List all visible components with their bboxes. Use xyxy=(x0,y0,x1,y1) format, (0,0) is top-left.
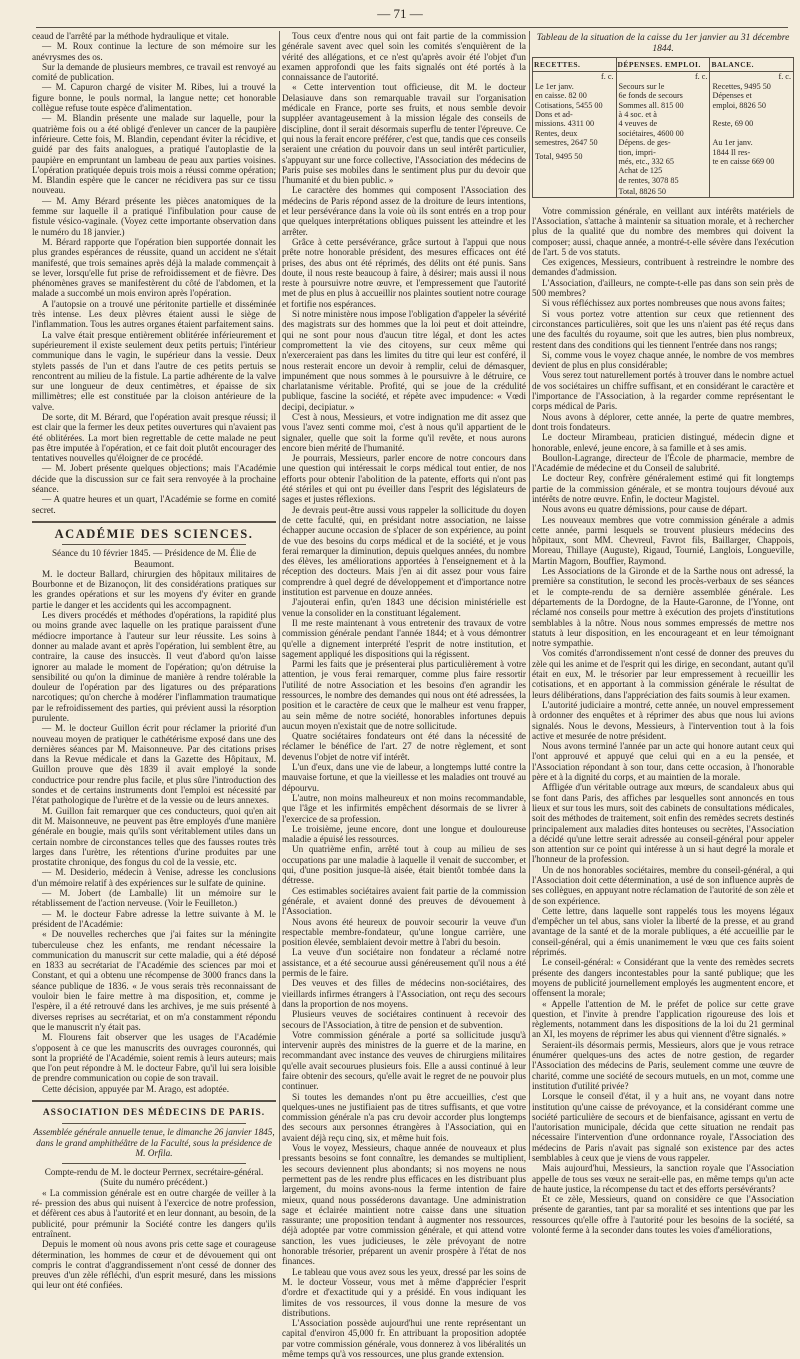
paragraph: L'autorité judiciaire a montré, cette année, un nouvel empressement à ordonner des enquêtes et à réprimer des abus que nous lui avions signalés. Nous le devons, Messieurs, à l'intervention tout à la fois active et mesurée de notre président. xyxy=(532,699,794,741)
section-rule xyxy=(32,1100,276,1102)
table-line: missions. 4311 00 xyxy=(535,119,595,129)
table-line: 1844 Il res- xyxy=(712,147,751,157)
table-line: sociétaires, 4600 00 xyxy=(618,128,684,138)
paragraph: Le docteur Mirambeau, praticien distingué, médecin digne et honorable, enlevé, jeune encore, à sa famille et à ses amis. xyxy=(532,432,794,453)
paragraph: « Appelle l'attention de M. le préfet de police sur cette grave question, et l'invite à prendre l'application rigoureuse des lois et règlements, notamment dans les dispositions de la loi du 21 germinal an XI, les moyens de réprimer les abus qui viennent d'être signalés. » xyxy=(532,998,794,1040)
header-recettes: RECETTES. xyxy=(533,58,617,72)
paragraph: Si, comme vous le voyez chaque année, le nombre de vos membres devient de plus en plus considérable; xyxy=(532,349,794,371)
units-label: f. c. xyxy=(694,72,708,82)
paragraph: Ces exigences, Messieurs, contribuent à restreindre le nombre des demandes d'admission. xyxy=(532,257,794,278)
table-line: 4 veuves de xyxy=(618,119,658,129)
paragraph: Cette lettre, dans laquelle sont rappelés tous les moyens légaux d'empêcher un tel abus, sans violer la liberté de la presse, et au grand avantage de la santé et de la morale publiques, a été accueillie par le conseil-général, qui a émis unanimement le vœu que ces faits soient réprimés. xyxy=(532,905,794,958)
paragraph: La veuve d'un sociétaire non fondateur a réclamé notre assistance, et a été secourue aussi généreusement qu'il nous a été permis de le faire. xyxy=(282,947,526,979)
table-line: de rentes, 3078 85 xyxy=(618,175,679,185)
paragraph: De sorte, dit M. Bérard, que l'opération avait presque réussi; il est clair que la fermer les deux petites ouvertures qui n'avaient pas été oblitérées. La mort bien regrettable de cette malade ne peut pas être imputée à l'opération, et ce fait doit plutôt encourager des tentatives nouvelles qu'éloigner de ce procédé. xyxy=(32,411,276,464)
paragraph: Parmi les faits que je présenterai plus particulièrement à votre attention, je vous ferai remarquer, comme plus faire ressortir l'utilité de notre Association et les besoins d'en agrandir les ressources, le nombre des demandes qui nous ont été adressées, la position et le caractère de ceux que le malheur est venu frapper, au sein même de notre société, honorables infortunes depuis aucun moyen n'existait que de notre sollicitude. xyxy=(282,659,526,731)
paragraph: L'autre, non moins malheureux et non moins recommandable, que l'âge et les infirmités empêchent désormais de se livrer à l'exercice de sa profession. xyxy=(282,792,526,824)
paragraph: Plusieurs veuves de sociétaires continuent à recevoir des secours de l'Association, à titre de pension et de subvention. xyxy=(282,1009,526,1030)
paragraph: Les nouveaux membres que votre commission générale a admis cette année, parmi lesquels se trouvent plusieurs médecins des hôpitaux, sont MM. Chevreul, Favrot fils, Baillarger, Chappois, Moreau, Thillaye (Auguste), Rigaud, Tournié, Langlois, Longueville, Martin Magorn, Bouffier, Raymond. xyxy=(532,514,794,566)
table-line xyxy=(712,129,791,138)
paragraph: A l'autopsie on a trouvé une péritonite partielle et disséminée très intense. Les deux plèvres étaient aussi le siège de l'inflammation. Tous les autres organes étaient parfaitement sains. xyxy=(32,298,276,330)
paragraph: Un quatrième enfin, arrêté tout à coup au milieu de ses occupations par une maladie à laquelle il venait de succomber, et qui, d'une position jusque-là aisée, était bientôt tombée dans la détresse. xyxy=(282,844,526,886)
paragraph: Boullon-Lagrange, directeur de l'École de pharmacie, membre de l'Académie de médecine et du Conseil de salubrité. xyxy=(532,452,794,474)
section-heading-academie: ACADÉMIE DES SCIENCES. xyxy=(54,526,254,541)
balance-list xyxy=(712,82,791,167)
table-line: emploi, 8826 50 xyxy=(712,100,766,110)
paragraph: — M. le docteur Guillon écrit pour réclamer la priorité d'un nouveau moyen de pratiquer le cathétérisme exposé dans une des dernières séances par M. Maisonneuve. Par des citations prises dans la Revue médicale et dans la Gazette des Hôpitaux, M. Guillon prouve que dès 1839 il avait employé la sonde conductrice pour rendre plus facile, et plus sûre l'introduction des sondes et de certains instruments dont l'emploi est nécessité par l'état pathologique de l'urètre et de la vessie ou de leurs annexes. xyxy=(32,723,276,806)
paragraph: Si toutes les demandes n'ont pu être accueillies, c'est que quelques-unes ne justifiaient pas de titres suffisants, et que votre commission générale n'a pas cru devoir accorder plus longtemps des secours aux personnes étrangères à l'Association, qui en avaient déjà reçu cinq, six, et même huit fois. xyxy=(282,1091,526,1143)
paragraph: ceaud de l'arrêté par la méthode hydraulique et vitale. xyxy=(32,31,229,41)
paragraph: Votre commission générale a porté sa sollicitude jusqu'à intervenir auprès des ministres de la guerre et de la marine, en recommandant avec instance des veuves de chirurgiens militaires qu'elle avait secourues plusieurs fois. Elle a aussi continué à leur faire obtenir des secours, qu'elle avait le regret de ne pouvoir plus continuer. xyxy=(282,1029,526,1092)
table-line: Cotisations, 5455 00 xyxy=(535,100,603,110)
column-right xyxy=(532,31,794,1236)
paragraph: Je pourrais, Messieurs, parler encore de notre concours dans une question qui intéressait le corps médical tout entier, de nos efforts pour obtenir l'abolition de la patente, efforts qui n'ont pas été stériles et qui ont pu éveiller dans l'esprit des législateurs de sages et justes réflexions. xyxy=(282,453,526,505)
recettes-total: Total, 9495 50 xyxy=(535,151,583,161)
paragraph: L'un d'eux, dans une vie de labeur, a longtemps lutté contre la mauvaise fortune, et que la vieillesse et les maladies ont trouvé au dépourvu. xyxy=(282,762,526,793)
budget-table-body-row xyxy=(533,72,794,197)
table-line: Le 1er janv. xyxy=(535,81,574,91)
heading-rule xyxy=(62,1123,246,1124)
paragraph: Sur la demande de plusieurs membres, ce travail est renvoyé au comité de publication. xyxy=(32,61,276,83)
table-line: més, etc., 332 65 xyxy=(618,157,674,167)
recettes-list xyxy=(535,82,614,148)
session-line: Séance du 10 février 1845. — Présidence de M. Élie de Beaumont. xyxy=(51,548,257,569)
paragraph: Le conseil-général: « Considérant que la vente des remèdes secrets présente des dangers incontestables pour la santé publique; que les moyens de publicité journellement employés les augmentent encore, et offensent la morale; xyxy=(532,957,794,999)
table-line: Achat de 125 xyxy=(618,166,663,176)
paragraph: Nous avons eu quatre démissions, pour cause de départ. xyxy=(542,504,748,515)
paragraph: — M. Jobert (de Lamballe) lit un mémoire sur le rétablissement de l'action nerveuse. (Voir le Feuilleton.) xyxy=(32,888,276,909)
table-line: Dépens. de ges- xyxy=(618,138,671,148)
paragraph: — A quatre heures et un quart, l'Académie se forme en comité secret. xyxy=(32,494,276,515)
paragraph: Vous le voyez, Messieurs, chaque année de nouveaux et plus pressants besoins se font connaître, les demandes se multiplient, les secours deviennent plus abondants; si nos moyens ne nous permettent pas de les rendre plus efficaces en les distribuant plus largement, du moins avons-nous la ferme intention de faire mieux, quand nous posséderons davantage. Une administration sage et éclairée maintient notre caisse dans une situation rassurante; une proposition tendant à augmenter nos ressources, déjà adoptée par votre commission générale, et qui attend votre sanction, les vues judicieuses, le zèle prévoyant de notre honorable trésorier, préparent un avenir prospère à l'état de nos finances. xyxy=(282,1143,526,1267)
paragraph: Les divers procédés et méthodes d'opérations, la rapidité plus ou moins grande avec laquelle on les pratique paraissent d'une médiocre importance à l'auteur sur leur réussite. Les soins à donner au malade avant et après l'opération, lui semblent être, au contraire, la cause des insuccès. Il veut d'abord qu'on laisse ignorer au malade le moment de l'opération; qu'on détruise la sensibilité ou qu'on la diminue de manière à rendre tolérable la douleur de l'opération par des ligatures ou des préparations narcotiques; qu'on cherche à modérer l'inflammation traumatique par le refroidissement des parties, qui prévient aussi la résorption purulente. xyxy=(32,610,276,723)
paragraph: — M. Capuron chargé de visiter M. Ribes, lui a trouvé la figure bonne, le pouls normal, la langue nette; cet honorable collègue refuse toute espèce d'alimentation. xyxy=(32,82,276,114)
depenses-list xyxy=(619,82,708,185)
budget-table-header-row xyxy=(533,58,794,72)
heading-rule xyxy=(62,1163,246,1164)
paragraph: Depuis le moment où nous avons pris cette sage et courageuse détermination, les hommes de cœur et de dévouement qui ont compris le contrat d'aggrandissement n'ont cessé de donner des preuves d'un zèle réfléchi, d'un esprit mesuré, dans les missions qui leur ont été confiées. xyxy=(32,1239,276,1291)
paragraph: M. Flourens fait observer que les usages de l'Académie s'opposent à ce que les manuscrits des ouvrages couronnés, qui sont la propriété de l'Académie, soient remis à leurs auteurs; mais que l'on peut répondre à M. le docteur Fabre, qu'il lui sera loisible de prendre communication ou copie de son travail. xyxy=(32,1032,276,1084)
budget-table xyxy=(532,57,794,198)
heading-rule xyxy=(62,544,246,545)
page-number: — 71 — xyxy=(377,6,423,21)
paragraph: Nous avons terminé l'année par un acte qui honore autant ceux qui l'ont approuvé et appuyé que celui qui en a eu la pensée, et l'Association répondant à son tour, dans cette occasion, à l'honorable père et à la dignité du corps, et au maintien de la morale. xyxy=(532,741,794,783)
header-depenses: DÉPENSES. EMPLOI. xyxy=(616,58,710,72)
table-line: Au 1er janv. xyxy=(712,138,753,148)
paragraph: — M. Jobert présente quelques objections; mais l'Académie décide que la discussion sur ce fait sera renvoyée à la prochaine séance. xyxy=(32,463,276,495)
paragraph: M. Guillon fait remarquer que ces conducteurs, quoi qu'en ait dit M. Maisonneuve, ne peuvent pas être employés d'une manière générale en bougie, mais qu'ils sont véritablement utiles dans un certain nombre de circonstances telles que des fausses routes très larges dans l'urètre, les rétentions d'urine produites par une prostatite chronique, des fongus du col de la vessie, etc. xyxy=(32,805,276,868)
table-line: Rentes, deux xyxy=(535,128,578,138)
paragraph: C'est à nous, Messieurs, et votre indignation me dit assez que vous l'avez senti comme moi, c'est à nous qu'il appartient de le signaler, quelle que soit la forme qu'il revête, et nous aurons encore bien mérité de l'humanité. xyxy=(282,411,526,453)
column-divider-2 xyxy=(529,31,530,1160)
paragraph: Quatre sociétaires fondateurs ont été dans la nécessité de réclamer le bénéfice de l'art. 27 de notre règlement, et sont devenus l'objet de notre vif intérêt. xyxy=(282,731,526,762)
units-label: f. c. xyxy=(601,72,614,82)
table-line: Reste, 69 00 xyxy=(712,119,754,129)
table-line: 6e fonds de secours xyxy=(618,91,683,101)
paragraph: Mais aujourd'hui, Messieurs, la sanction royale que l'Association appelle de tous ses vœux ne serait-elle pas, en même temps qu'un acte de haute justice, la récompense du tact et des efforts persévérants? xyxy=(532,1163,794,1194)
section-rule xyxy=(32,521,276,523)
budget-table-title: Tableau de la situation de la caisse du 1er janvier au 31 décembre 1844. xyxy=(536,33,790,54)
paragraph: « La commission générale est en outre chargée de veiller à la ré- pression des abus qui nuisent à l'exercice de notre profession, et défèrent ces abus à l'autorité et en leur donnant, au besoin, de la publicité, pour prémunir la Société contre les dangers qu'ils entraînent. xyxy=(32,1187,276,1239)
continuation-note: (Suite du numéro précédent.) xyxy=(100,1177,208,1188)
paragraph: L'Association, d'ailleurs, ne compte-t-elle pas dans son sein près de 500 membres? xyxy=(532,277,794,299)
table-line: semestres, 2647 50 xyxy=(535,138,598,148)
paragraph: Nous avons à déplorer, cette année, la perte de quatre membres, dont trois fondateurs. xyxy=(532,411,794,432)
paragraph: Votre commission générale, en veillant aux intérêts matériels de l'Association, s'attache à maintenir sa situation morale, et à rechercher plus de la qualité que du nombre des membres qui doivent la composer; aussi, chaque année, a montré-t-elle sévère dans l'exécution de l'art. 5 de vos statuts. xyxy=(532,205,794,257)
table-line: à 4 soc. et à xyxy=(618,110,657,120)
paragraph: Ces estimables sociétaires avaient fait partie de la commission générale, et avaient donné des preuves de dévouement à l'Association. xyxy=(282,885,526,917)
paragraph: — M. Roux continue la lecture de son mémoire sur les anévrysmes des os. xyxy=(32,41,276,62)
column-middle xyxy=(282,31,526,1359)
paragraph: — M. Desiderio, médecin à Venise, adresse les conclusions d'un mémoire relatif à des expériences sur le sulfate de quinine. xyxy=(32,867,276,888)
table-line: tion, impri- xyxy=(618,147,656,157)
table-line: Sommes all. 815 00 xyxy=(618,100,684,110)
assembly-line: Assemblée générale annuelle tenue, le dimanche 26 janvier 1845, dans le grand amphithéâtre de la Faculté, sous la présidence de M. Orfila. xyxy=(33,1127,275,1158)
paragraph: Grâce à cette persévérance, grâce surtout à l'appui que nous prête notre honorable président, des mesures efficaces ont été prises, des abus ont été réprimés, des délits ont été punis. Sans doute, il nous reste beaucoup à faire, à désirer; mais aussi il nous reste à poursuivre notre œuvre, et l'empressement que l'autorité met de plus en plus à accueillir nos plaintes soutient notre courage et fortifie nos espérances. xyxy=(282,236,526,309)
paragraph: Affligée d'un véritable outrage aux mœurs, de scandaleux abus qui se font dans Paris, des affiches par lesquelles sont annoncés en tous lieux et sur tous les murs, soit des cabinets de consultations médicales, soit des méthodes de traitement, soit enfin des remèdes secrets destinés principalement aux maladies dites honteuses ou secrètes, l'Association a décidé qu'une lettre serait adressée au conseil-général pour appeler son attention sur ce point qui intéresse à un si haut degré la morale et l'honneur de la profession. xyxy=(532,782,794,865)
paragraph: « De nouvelles recherches que j'ai faites sur la méningite tuberculeuse chez les enfants, me rendant nécessaire la communication du manuscrit sur cette maladie, qui a été déposé en 1833 au secrétariat de l'Académie des sciences par moi et Constant, et qui a obtenu une récompense de 3000 francs dans la séance publique de 1836. « Je vous serais très reconnaissant de vouloir bien le faire mettre à ma disposition, et, comme je l'espère, il a été retrouvé dans les archives, je me suis présenté à diverses reprises au secrétariat, et on m'a constamment répondu que le manuscrit n'y était pas. xyxy=(32,929,276,1032)
column-divider-1 xyxy=(279,31,280,1160)
paragraph: Je devrais peut-être aussi vous rappeler la sollicitude du doyen de cette faculté, qui, en présidant notre association, ne laisse échapper aucune occasion de s'placer de son expérience, au point de vue des besoins du corps médical et de la société, et je vous ferai remarquer la diminution, depuis quelques années, du nombre des élèves, les améliorations apportées à l'enseignement et à la réception des docteurs. Mais j'en ai dit assez pour vous faire comprendre à quel degré de développement et d'importance notre institution est parvenue en douze années. xyxy=(282,504,526,598)
paragraph: Lorsque le conseil d'état, il y a huit ans, ne voyant dans notre institution qu'une caisse de prévoyance, et la considérant comme une société particulière de secours et de bienfaisance, agissant en vertu de l'autorisation municipale, décida que cette situation ne rendait pas nécessaire l'intervention d'une ordonnance royale, l'Association des médecins de Paris n'avait pas signalé son existence par des actes semblables à ceux que je viens de vous rappeler. xyxy=(532,1091,794,1163)
balance-cell xyxy=(710,72,794,197)
paragraph: Le docteur Rey, confrère généralement estimé qui fit longtemps partie de la commission générale, et se montra toujours dévoué aux intérêts de notre œuvre. Enfin, le docteur Magistel. xyxy=(532,473,794,504)
paragraph: Le troisième, jeune encore, dont une longue et douloureuse maladie a épuisé les ressources. xyxy=(282,823,526,845)
paragraph: La valve était presque entièrement oblitérée inférieurement et supérieurement il existe seulement deux petits pertuis; l'intérieur communique dans le vagin, le supérieur dans la vessie. Deux stylets passés de l'un et dans l'autre de ces petits pertuis se rencontrent au milieu de la fistule. La partie adhérente de la valve sur une longueur de deux centimètres, et épaisse de six millimètres; elle est constituée par la cloison antérieure de la valve. xyxy=(32,329,276,412)
paragraph: — M. le docteur Fabre adresse la lettre suivante à M. le président de l'Académie: xyxy=(32,908,276,929)
paragraph: Si vous réfléchissez aux portes nombreuses que nous avons faites; xyxy=(542,298,786,309)
paragraph: M. Bérard rapporte que l'opération bien supportée donnait les plus grandes espérances de réussite, quand un accident ne s'était manifesté, que trois semaines après déjà la malade commençait à se lever, lorsqu'elle fut prise de refroidissement et de fièvre. Des phénomènes graves se manifestèrent du côté de l'abdomen, et la malade a succombé un mois environ après l'opération. xyxy=(32,236,276,299)
paragraph: — M. Amy Bérard présente les pièces anatomiques de la femme sur laquelle il a pratiqué l'infibulation pour cause de fistule vésico-vaginale. (Voyez cette importante observation dans le numéro du 18 janvier.) xyxy=(32,195,276,237)
paragraph: Et ce zèle, Messieurs, quand on considère ce que l'Association présente de garanties, tant par sa moralité et ses intentions que par les ressources qu'elle offre à l'autorité pour les besoins de la société, sa volonté ferme à la seconder dans toutes les voies d'améliorations, xyxy=(532,1194,794,1236)
table-line: Dépenses et xyxy=(712,91,752,101)
paragraph: Un de nos honorables sociétaires, membre du conseil-général, a qui l'Association doit cette détermination, a usé de son influence auprès de ses collègues, en appuyant notre réclamation de l'autorité de son zèle et de son expérience. xyxy=(532,864,794,906)
report-byline: Compte-rendu de M. le docteur Perrnex, secrétaire-général. xyxy=(44,1167,264,1178)
header-balance: BALANCE. xyxy=(710,58,794,72)
paragraph: Nous avons été heureux de pouvoir secourir la veuve d'un respectable membre-fondateur, qu'une longue carrière, une position élevée, semblaient devoir mettre à l'abri du besoin. xyxy=(282,916,526,948)
table-line: te en caisse 669 00 xyxy=(712,157,775,167)
paragraph: — M. Blandin présente une malade sur laquelle, pour la quatrième fois ou a été obligé d'enlever un cancer de la paupière inférieure. Cette fois, M. Blandin, cependant éviter la récidive, et guidé par des faits analogues, a pratiqué l'autoplastie de la paupière en empruntant un lambeau de peau aux parties voisines. L'opération pratiquée depuis trois mois a réussi comme opération; M. Blandin espère que le cancer ne récidivera pas sur ce tissu nouveau. xyxy=(32,113,276,196)
units-label: f. c. xyxy=(778,72,791,82)
table-line: Secours sur le xyxy=(618,81,665,91)
paragraph: Cette décision, appuyée par M. Arago, est adoptée. xyxy=(42,1083,230,1094)
table-line: Recettes, 9495 50 xyxy=(712,81,771,91)
paragraph: Si vous portez votre attention sur ceux que retiennent des circonstances particulières, soit que les uns n'aient pas été reçus dans une des facultés du royaume, soit que les autres, bien plus nombreux, restent dans des conditions qui les tiennent l'entrée dans nos rangs; xyxy=(532,308,794,350)
table-line xyxy=(712,110,791,119)
paragraph: Les Associations de la Gironde et de la Sarthe nous ont adressé, la première sa constitution, le second les procès-verbaux de ses séances et le compte-rendu de sa dernière assemblée générale. Les départements de la Dordogne, de la Haute-Garonne, de l'Yonne, ont réclamé nos conseils pour mettre à exécution des projets d'institutions semblables à la nôtre. Nous nous sommes empressés de mettre nos statuts à leur disposition, en les encourageant et en leur témoignant notre sympathie. xyxy=(532,566,794,649)
paragraph: Le tableau que vous avez sous les yeux, dressé par les soins de M. le docteur Vosseur, vous met à même d'apprécier l'esprit d'ordre et d'exactitude qui y a présidé. En vous indiquant les limites de vos ressources, il vous donne la mesure de vos distributions. xyxy=(282,1266,526,1318)
depenses-total: Total, 8826 50 xyxy=(618,187,666,197)
paragraph: Tous ceux d'entre nous qui ont fait partie de la commission générale savent avec quel soin les comités s'enquièrent de la vérité des allégations, et ce n'est qu'après avoir été l'objet d'un examen approfondi que les faits signalés ont été portés à la connaissance de l'autorité. xyxy=(282,31,526,83)
section-heading-association: ASSOCIATION DES MÉDECINS DE PARIS. xyxy=(42,1107,266,1118)
paragraph: Des veuves et des filles de médecins non-sociétaires, des vieillards infirmes étrangers à l'Association, ont reçu des secours dans la proportion de nos moyens. xyxy=(282,978,526,1009)
paragraph: Il me reste maintenant à vous entretenir des travaux de votre commission générale pendant l'année 1844; et à vous démontrer qu'elle a dignement interprété l'esprit de notre institution, et sagement appliqué les dispositions qui la régissent. xyxy=(282,617,526,659)
depenses-cell xyxy=(616,72,710,197)
paragraph: Vous serez tout naturellement portés à trouver dans le nombre actuel de vos sociétaires un chiffre suffisant, et en considérant le caractère et l'importance de l'Association, à la regarder comme représentant le corps médical de Paris. xyxy=(532,370,794,412)
table-line: en caisse. 82 00 xyxy=(535,91,587,101)
paragraph: L'Association possède aujourd'hui une rente représentant un capital d'environ 45,000 fr. En attribuant la proposition adoptée par votre commission générale, vous donnerez à vos libéralités un même temps qu'à vos ressources, une plus grande extension. xyxy=(282,1318,526,1359)
paragraph: M. le docteur Ballard, chirurgien des hôpitaux militaires de Bourbonne et de Bizanoçon, lit des considérations pratiques sur les grandes opérations et sur les moyens d'y éviter en grande partie le danger et les accidents qui les accompagnent. xyxy=(32,568,276,610)
recettes-cell xyxy=(533,72,617,197)
table-line: Dons et ad- xyxy=(535,110,573,120)
paragraph: « Cette intervention tout officieuse, dit M. le docteur Delasiauve dans son remarquable travail sur l'organisation médicale en France, porte ses fruits, et nous semble devoir suppléer avantageusement à la mission légale des conseils de discipline, dont il serait désormais superflu de tenter l'épreuve. Ce qui nous la ferait encore préférer, c'est que, tandis que ces conseils seraient une création du pouvoir dans un seul intérêt particulier, s'appuyant sur une force collective, l'Association des médecins de Paris puise ses mobiles dans le sentiment plus pur du devoir que l'humanité et du bien public. » xyxy=(282,82,526,186)
paragraph: Si notre ministère nous impose l'obligation d'appeler la sévérité des magistrats sur des hommes que la loi peut et doit atteindre, qui ne sont pour nous d'aucun titre légal, et dont les actes compromettent la vie des citoyens, sur ceux même qui n'exerceraient pas dans les limites du titre qui leur est conféré, il nous resterait encore un devoir à remplir, celui de démasquer, impunément que nous sommes à le poursuivre à le détruire, ce charlatanisme véritable. Profité, qui se joue de la crédulité publique, fascine la société, et répète avec impudence: « Vœdi decipi, decipiatur. » xyxy=(282,309,526,412)
paragraph: Vos comités d'arrondissement n'ont cessé de donner des preuves du zèle qui les anime et de l'esprit qui les dirige, en secondant, autant qu'il était en eux, M. le trésorier par leur empressement à recueillir les cotisations, et en apportant à la commission générale le résultat de leurs délibérations, dans l'appréciation des faits soumis à leur examen. xyxy=(532,648,794,700)
header-rule xyxy=(36,27,788,28)
column-left xyxy=(32,31,276,1291)
paragraph: Seraient-ils désormais permis, Messieurs, alors que je vous retrace énumérer quelques-uns des actes de notre gestion, de regarder l'Association des médecins de Paris, seulement comme une œuvre de charité, comme une société de secours mutuels, en un mot, comme une institution d'utilité privée? xyxy=(532,1039,794,1091)
paragraph: Le caractère des hommes qui composent l'Association des médecins de Paris répond assez de la droiture de leurs intentions, et leur persévérance dans la voie où ils sont entrés en a trop pour que quelques interprétations obliques puissent les atteindre et les arrêter. xyxy=(282,185,526,237)
paragraph: J'ajouterai enfin, qu'en 1843 une décision ministérielle est venue la consolider en la constituant légalement. xyxy=(282,597,526,618)
